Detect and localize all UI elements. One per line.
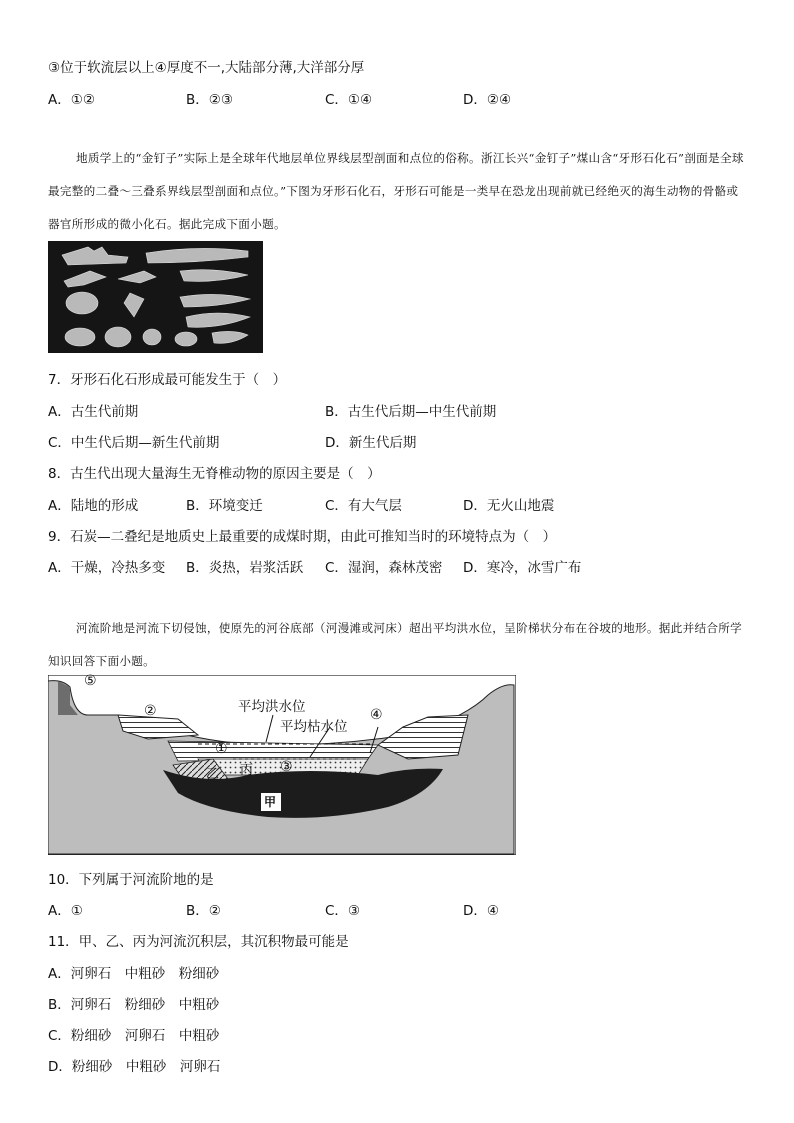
q7-option-a[interactable]: A．古生代前期 [48, 404, 139, 420]
q11-option-a[interactable]: A．河卵石 中粗砂 粉细砂 [48, 966, 220, 982]
mark-3: ③ [280, 759, 293, 775]
q8-option-c[interactable]: C．有大气层 [325, 498, 402, 514]
q7-option-b[interactable]: B．古生代后期—中生代前期 [325, 404, 497, 420]
q10-option-c[interactable]: C．③ [325, 903, 361, 919]
q8-option-d[interactable]: D．无火山地震 [463, 498, 555, 514]
q9-option-b[interactable]: B．炎热，岩浆活跃 [186, 560, 304, 576]
mark-4: ④ [370, 707, 383, 723]
q9-option-c[interactable]: C．湿润，森林茂密 [325, 560, 443, 576]
q8-option-a[interactable]: A．陆地的形成 [48, 498, 139, 514]
q6-option-c[interactable]: C．①④ [325, 92, 373, 108]
passage-golden-spike: 地质学上的“金钉子”实际上是全球年代地层单位界线层型剖面和点位的俗称。浙江长兴“金钉子”煤山含“牙形石化石”剖面是全球最完整的二叠～三叠系界线层型剖面和点位。”下图为牙形石化石，牙形石可能是一类早在恐龙出现前就已经绝灭的海生动物的骨骼或器官所形成的微小化石。据此完成下面小题。 [48, 151, 744, 231]
q10-stem: 10．下列属于河流阶地的是 [48, 872, 214, 888]
q10-option-b[interactable]: B．② [186, 903, 221, 919]
q7-stem: 7．牙形石化石形成最可能发生于（ ） [48, 372, 287, 388]
low-water-level-label: 平均枯水位 [280, 719, 348, 735]
conodont-fossil-image [48, 241, 263, 353]
river-terrace-diagram [48, 675, 516, 855]
q8-stem: 8．古生代出现大量海生无脊椎动物的原因主要是（ ） [48, 466, 381, 482]
mark-5: ⑤ [84, 673, 97, 689]
q9-option-a[interactable]: A．干燥，冷热多变 [48, 560, 166, 576]
q9-stem: 9．石炭—二叠纪是地质史上最重要的成煤时期，由此可推知当时的环境特点为（ ） [48, 529, 557, 545]
label-bing: 丙 [240, 763, 254, 778]
q6-option-d[interactable]: D．②④ [463, 92, 512, 108]
q7-option-c[interactable]: C．中生代后期—新生代前期 [48, 435, 220, 451]
q6-option-a[interactable]: A．①② [48, 92, 95, 108]
mark-2: ② [144, 703, 157, 719]
mark-1: ① [215, 741, 228, 757]
passage-river-terrace: 河流阶地是河流下切侵蚀，使原先的河谷底部（河漫滩或河床）超出平均洪水位，呈阶梯状分布在谷坡的地形。据此并结合所学知识回答下面小题。 [48, 621, 743, 668]
q11-option-b[interactable]: B．河卵石 粉细砂 中粗砂 [48, 997, 220, 1013]
q10-option-d[interactable]: D．④ [463, 903, 499, 919]
label-jia: 甲 [264, 795, 277, 809]
q11-option-c[interactable]: C．粉细砂 河卵石 中粗砂 [48, 1028, 220, 1044]
q11-stem: 11．甲、乙、丙为河流沉积层，其沉积物最可能是 [48, 934, 349, 950]
q6-statement-tail: ③位于软流层以上④厚度不一,大陆部分薄,大洋部分厚 [48, 60, 365, 76]
q7-option-d[interactable]: D．新生代后期 [325, 435, 417, 451]
q8-option-b[interactable]: B．环境变迁 [186, 498, 263, 514]
q6-option-b[interactable]: B．②③ [186, 92, 233, 108]
flood-level-label: 平均洪水位 [238, 699, 306, 715]
q11-option-d[interactable]: D．粉细砂 中粗砂 河卵石 [48, 1059, 221, 1075]
q10-option-a[interactable]: A．① [48, 903, 83, 919]
label-yi: 乙 [206, 767, 220, 782]
q9-option-d[interactable]: D．寒冷，冰雪广布 [463, 560, 582, 576]
